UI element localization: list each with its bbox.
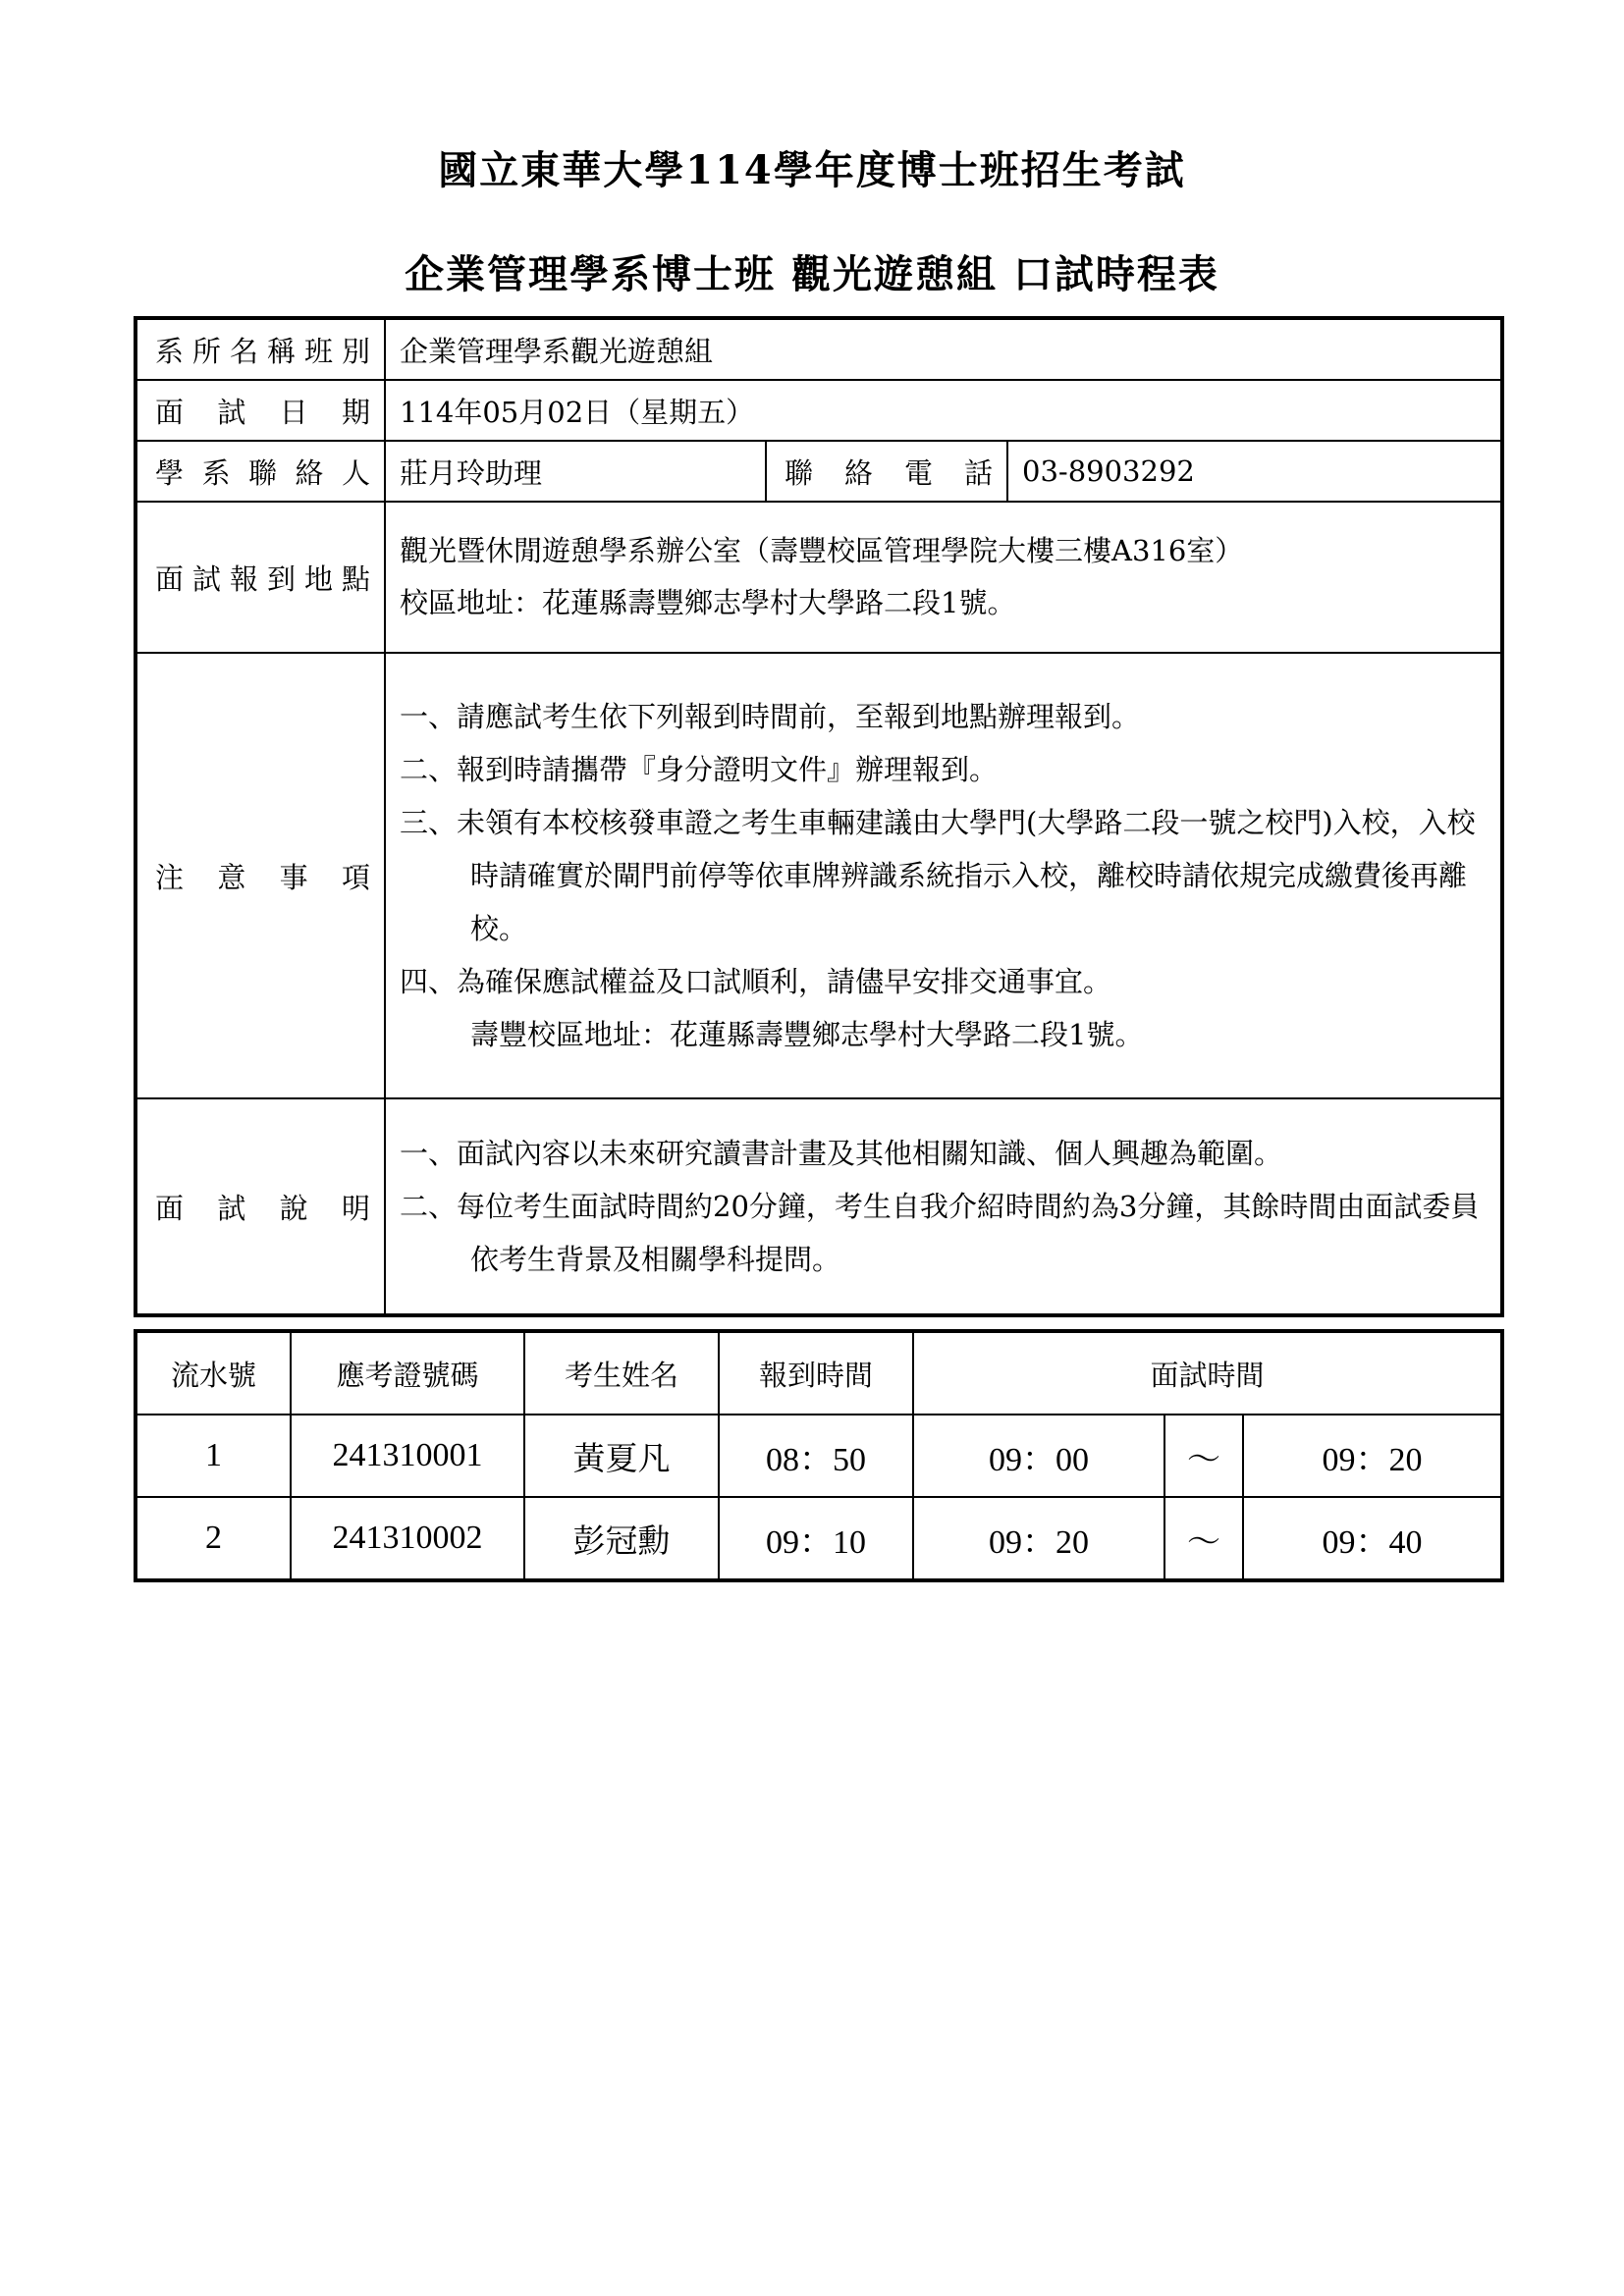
date-value: 114年05月02日（星期五） (385, 380, 1502, 441)
contact-label: 學系聯絡人 (135, 441, 385, 502)
header-interview-time: 面試時間 (913, 1331, 1502, 1415)
contact-value: 莊月玲助理 (385, 441, 766, 502)
cell-name: 彭冠勳 (524, 1497, 719, 1580)
document-title: 國立東華大學114學年度博士班招生考試 (438, 147, 1186, 193)
info-row-notes (135, 653, 1502, 1098)
info-row-location (135, 502, 1502, 653)
explain-item: 二、每位考生面試時間約20分鐘，考生自我介紹時間約為3分鐘，其餘時間由面試委員依考生背景及相關學科提問。 (400, 1190, 1480, 1276)
cell-exam-id: 241310001 (291, 1415, 524, 1497)
info-row-date (135, 380, 1502, 441)
explain-item: 一、面試內容以未來研究讀書計畫及其他相關知識、個人興趣為範圍。 (400, 1137, 1283, 1170)
note-item: 四、為確保應試權益及口試順利，請儘早安排交通事宜。 (400, 965, 1112, 998)
note-item: 二、報到時請攜帶『身分證明文件』辦理報到。 (400, 753, 999, 786)
table-row (135, 1415, 1502, 1497)
header-name: 考生姓名 (524, 1331, 719, 1415)
dept-value: 企業管理學系觀光遊憩組 (385, 318, 1502, 380)
location-label: 面試報到地點 (135, 502, 385, 653)
notes-label: 注意事項 (135, 653, 385, 1098)
explain-label: 面試說明 (135, 1098, 385, 1315)
cell-exam-id: 241310002 (291, 1497, 524, 1580)
phone-label: 聯絡電話 (766, 441, 1007, 502)
schedule-table (134, 1329, 1504, 1582)
explain-value (385, 1098, 1502, 1315)
campus-address-line: 校區地址：花蓮縣壽豐鄉志學村大學路二段1號。 (400, 586, 1016, 619)
cell-checkin: 08：50 (719, 1415, 913, 1497)
note-address: 壽豐校區地址：花蓮縣壽豐鄉志學村大學路二段1號。 (470, 1018, 1144, 1051)
dept-label: 系所名稱班別 (135, 318, 385, 380)
notes-value (385, 653, 1502, 1098)
date-label: 面試日期 (135, 380, 385, 441)
cell-serial: 1 (135, 1415, 291, 1497)
header-serial: 流水號 (135, 1331, 291, 1415)
cell-end: 09：40 (1243, 1497, 1502, 1580)
cell-name: 黃夏凡 (524, 1415, 719, 1497)
location-value (385, 502, 1502, 653)
cell-sep: ～ (1164, 1415, 1243, 1497)
header-checkin: 報到時間 (719, 1331, 913, 1415)
cell-checkin: 09：10 (719, 1497, 913, 1580)
cell-serial: 2 (135, 1497, 291, 1580)
document-subtitle: 企業管理學系博士班 觀光遊憩組 口試時程表 (405, 251, 1219, 297)
phone-value: 03-8903292 (1007, 441, 1502, 502)
header-exam-id: 應考證號碼 (291, 1331, 524, 1415)
cell-start: 09：00 (913, 1415, 1164, 1497)
info-row-contact (135, 441, 1502, 502)
cell-start: 09：20 (913, 1497, 1164, 1580)
info-row-explain (135, 1098, 1502, 1315)
schedule-header-row (135, 1331, 1502, 1415)
note-item: 三、未領有本校核發車證之考生車輛建議由大學門(大學路二段一號之校門)入校，入校時請確實於閘門前停等依車牌辨識系統指示入校，離校時請依規完成繳費後再離校。 (400, 806, 1476, 945)
note-item: 一、請應試考生依下列報到時間前，至報到地點辦理報到。 (400, 700, 1141, 733)
table-row (135, 1497, 1502, 1580)
location-line: 觀光暨休閒遊憩學系辦公室（壽豐校區管理學院大樓三樓A316室） (400, 534, 1244, 567)
info-table (134, 316, 1504, 1317)
cell-sep: ～ (1164, 1497, 1243, 1580)
cell-end: 09：20 (1243, 1415, 1502, 1497)
info-row-dept (135, 318, 1502, 380)
